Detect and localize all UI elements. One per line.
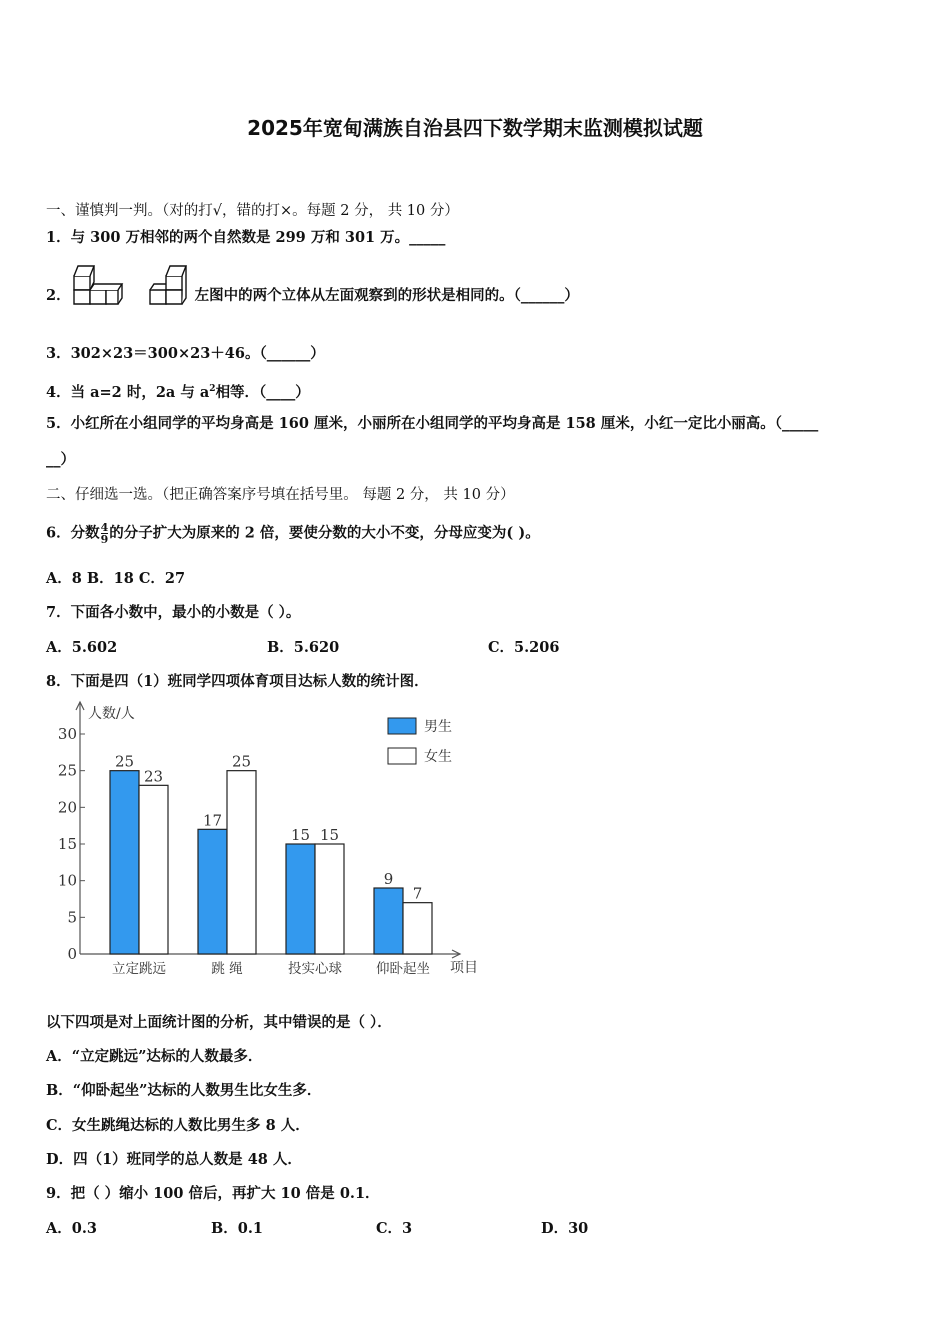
legend-swatch-girls <box>388 748 416 764</box>
question-6-text-a: 6．分数 <box>46 524 100 542</box>
question-3: 3．302×23＝300×23＋46。（______） <box>46 345 325 362</box>
bar-value-label: 17 <box>202 811 223 830</box>
category-label: 跳 绳 <box>211 961 243 977</box>
bar-girls <box>315 844 344 954</box>
legend-swatch-boys <box>388 718 416 734</box>
bar-girls <box>227 771 256 954</box>
section-1-heading: 一、谨慎判一判。（对的打√，错的打×。每题 2 分， 共 10 分） <box>46 203 459 219</box>
category-label: 投实心球 <box>288 961 342 977</box>
y-tick-label: 0 <box>67 945 77 963</box>
cube-figure-right <box>150 266 186 304</box>
bar-value-label: 15 <box>290 826 311 844</box>
option-d: D．四（1）班同学的总人数是 48 人． <box>46 1151 302 1168</box>
cube-figures-image <box>72 261 192 307</box>
question-9-options <box>46 1219 588 1239</box>
y-tick-label: 25 <box>57 761 77 780</box>
option-a: A．5.602 <box>46 639 118 656</box>
option-b: B．“仰卧起坐”达标的人数男生比女生多． <box>46 1082 322 1099</box>
y-tick-label: 15 <box>57 835 77 853</box>
bar-boys <box>374 888 403 954</box>
bar-value-label: 15 <box>319 826 340 844</box>
question-4 <box>46 379 310 403</box>
page-title: 2025年宽甸满族自治县四下数学期末监测模拟试题 <box>247 116 703 140</box>
bar-boys <box>198 829 227 954</box>
bar-girls <box>403 903 432 954</box>
option-a: A．0.3 <box>46 1220 97 1237</box>
option-c: C．3 <box>376 1220 413 1237</box>
bar-value-label: 7 <box>412 884 423 903</box>
y-tick-label: 30 <box>57 725 77 743</box>
bar-boys <box>286 844 315 954</box>
question-4-exponent: 2 <box>209 384 216 394</box>
question-1: 1．与 300 万相邻的两个自然数是 299 万和 301 万。_____ <box>46 229 446 246</box>
bar-boys <box>110 771 139 954</box>
legend-label-boys: 男生 <box>424 719 452 735</box>
option-d: D．30 <box>541 1220 589 1237</box>
question-8: 8．下面是四（1）班同学四项体育项目达标人数的统计图． <box>46 673 429 690</box>
category-label: 立定跳远 <box>112 961 166 977</box>
legend-label-girls: 女生 <box>424 749 452 765</box>
question-6 <box>46 522 540 545</box>
bar-chart <box>57 702 490 984</box>
bar-value-label: 9 <box>383 870 394 888</box>
question-4-text-b: 相等．（____） <box>215 383 310 401</box>
question-4-text-a: 4．当 a=2 时，2a 与 a <box>46 383 210 401</box>
y-tick-label: 20 <box>57 798 77 817</box>
bar-value-label: 25 <box>231 752 252 771</box>
y-tick-label: 5 <box>67 908 77 927</box>
question-6-options: A．8 B．18 C．27 <box>46 570 186 587</box>
option-b: B．5.620 <box>267 639 340 656</box>
category-label: 仰卧起坐 <box>376 961 430 977</box>
option-b: B．0.1 <box>211 1220 263 1237</box>
question-5-continued: __） <box>46 451 75 468</box>
y-tick-label: 10 <box>57 871 77 890</box>
fraction <box>101 522 109 545</box>
section-2-heading: 二、仔细选一选。（把正确答案序号填在括号里。 每题 2 分， 共 10 分） <box>46 487 515 503</box>
option-a: A．“立定跳远”达标的人数最多． <box>46 1048 263 1065</box>
x-axis-label: 项目 <box>450 960 478 976</box>
question-7-options <box>46 638 559 658</box>
question-6-text-b: 的分子扩大为原来的 2 倍，要使分数的大小不变，分母应变为( )。 <box>109 524 540 542</box>
question-5: 5．小红所在小组同学的平均身高是 160 厘米，小丽所在小组同学的平均身高是 158 厘米，小红一定比小丽高。（_____ <box>46 415 819 432</box>
bar-value-label: 23 <box>143 767 164 786</box>
bar-value-label: 25 <box>114 752 135 771</box>
bar-girls <box>139 785 168 954</box>
option-c: C．女生跳绳达标的人数比男生多 8 人． <box>46 1117 310 1134</box>
fraction-numerator: 4 <box>100 521 109 534</box>
cube-figure-left <box>74 266 122 304</box>
question-8-prompt: 以下四项是对上面统计图的分析，其中错误的是（ ）． <box>46 1014 392 1031</box>
y-axis-label: 人数/人 <box>88 706 135 722</box>
question-9: 9．把（ ）缩小 100 倍后，再扩大 10 倍是 0.1． <box>46 1185 380 1202</box>
question-7: 7．下面各小数中，最小的小数是（ ）。 <box>46 604 301 621</box>
option-c: C．5.206 <box>488 639 560 656</box>
fraction-denominator: 9 <box>100 533 109 546</box>
question-2-number: 2． <box>46 287 71 304</box>
question-2-text: 左图中的两个立体从左面观察到的形状是相同的。（______） <box>194 287 579 304</box>
